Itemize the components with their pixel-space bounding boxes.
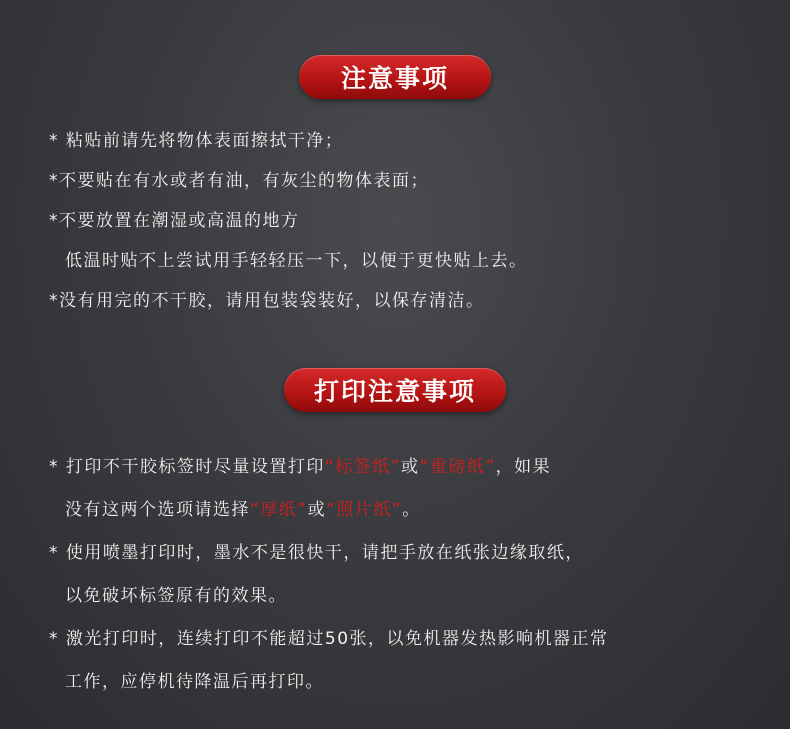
- section-title-print-notes: [284, 368, 506, 412]
- list-item-text: ，如果: [495, 457, 552, 477]
- list-item: 以免破坏标签原有的效果。: [65, 586, 287, 606]
- print-notes-list: [49, 446, 770, 704]
- highlight-heavy-paper: “重磅纸”: [419, 457, 496, 477]
- list-item: *没有用完的不干胶，请用包装袋装好，以保存清洁。: [49, 291, 485, 311]
- list-item: [49, 489, 770, 532]
- list-item: * 激光打印时，连续打印不能超过50张，以免机器发热影响机器正常: [49, 629, 609, 649]
- notes-list: [49, 121, 770, 321]
- list-item-text: 或: [307, 500, 327, 520]
- list-item-text: 。: [402, 500, 421, 520]
- section-title-notes: [299, 55, 491, 99]
- list-item-text: 或: [401, 457, 420, 477]
- list-item: 工作，应停机待降温后再打印。: [65, 672, 324, 692]
- list-item: *不要放置在潮湿或高温的地方: [49, 211, 300, 231]
- list-item-text: 没有这两个选项请选择: [65, 500, 250, 520]
- section-title-print-notes-text: 打印注意事项: [314, 377, 477, 406]
- list-item: *不要贴在有水或者有油，有灰尘的物体表面；: [49, 171, 429, 191]
- list-item: 低温时贴不上尝试用手轻轻压一下，以便于更快贴上去。: [65, 251, 528, 271]
- list-item: * 使用喷墨打印时，墨水不是很快干，请把手放在纸张边缘取纸，: [49, 543, 584, 563]
- list-item: * 粘贴前请先将物体表面擦拭干净；: [49, 131, 344, 151]
- section-title-notes-text: 注意事项: [340, 64, 449, 93]
- list-item-text: * 打印不干胶标签时尽量设置打印: [49, 457, 325, 477]
- highlight-photo-paper: “照片纸”: [326, 500, 403, 520]
- list-item: [49, 446, 770, 489]
- highlight-label-paper: “标签纸”: [324, 457, 402, 477]
- highlight-thick-paper: “厚纸”: [250, 500, 308, 520]
